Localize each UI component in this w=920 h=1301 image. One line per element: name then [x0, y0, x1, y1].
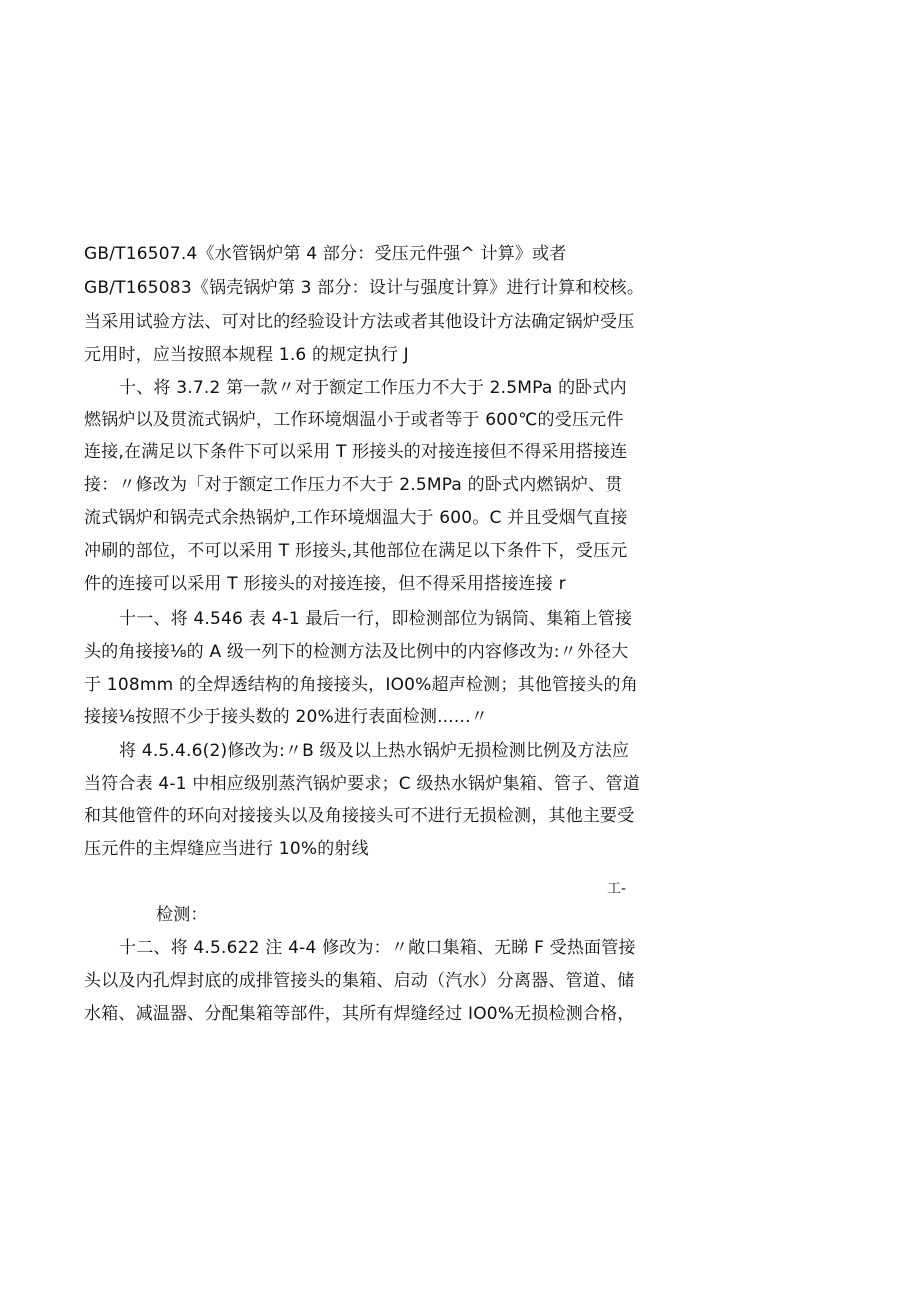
text-line: GB/T16507.4《水管锅炉第 4 部分：受压元件强^ 计算》或者 — [84, 244, 567, 264]
section-twelve-heading-line: 十二、将 4.5.622 注 4-4 修改为：〃敞口集箱、无睇 F 受热面管接 — [119, 938, 636, 958]
text-line: 冲刷的部位，不可以采用 T 形接头,其他部位在满足以下条件下，受压元 — [84, 541, 628, 561]
text-line: GB/T165083《锅壳锅炉第 3 部分：设计与强度计算》进行计算和校核。 — [84, 278, 645, 298]
paragraph-start-line: 将 4.5.4.6(2)修改为:〃B 级及以上热水锅炉无损检测比例及方法应 — [119, 741, 630, 761]
text-line: 件的连接可以采用 T 形接头的对接连接，但不得采用搭接连接 r — [84, 574, 566, 594]
text-line: 水箱、减温器、分配集箱等部件，其所有焊缝经过 IO0%无损检测合格， — [84, 1004, 635, 1024]
text-line: 接：〃修改为「对于额定工作压力不大于 2.5MPa 的卧式内燃锅炉、贯 — [84, 475, 623, 495]
text-line: 元用时，应当按照本规程 1.6 的规定执行 J — [84, 345, 409, 365]
text-line: 压元件的主焊缝应当进行 10%的射线 — [84, 839, 369, 859]
text-line: 头的角接接⅛的 A 级一列下的检测方法及比例中的内容修改为:〃外径大 — [84, 642, 629, 662]
text-line: 接接⅛按照不少于接头数的 20%进行表面检测......〃 — [84, 707, 488, 727]
text-line: 和其他管件的环向对接接头以及角接接头可不进行无损检测，其他主要受 — [84, 806, 635, 826]
section-ten-heading-line: 十、将 3.7.2 第一款〃对于额定工作压力不大于 2.5MPa 的卧式内 — [119, 378, 627, 398]
text-line: 流式锅炉和锅壳式余热锅炉,工作环境烟温大于 600。C 并且受烟气直接 — [84, 508, 628, 528]
text-line: 当采用试验方法、可对比的经验设计方法或者其他设计方法确定锅炉受压 — [84, 312, 635, 332]
text-line: 检测： — [156, 905, 208, 925]
text-line: 于 108mm 的全焊透结构的角接接头，IO0%超声检测；其他管接头的角 — [84, 675, 638, 695]
section-eleven-heading-line: 十一、将 4.546 表 4-1 最后一行，即检测部位为锅筒、集箱上管接 — [119, 609, 633, 629]
text-line: 连接,在满足以下条件下可以采用 T 形接头的对接连接但不得采用搭接连 — [84, 442, 628, 462]
text-line: 头以及内孔焊封底的成排管接头的集箱、启动（汽水）分离器、管道、储 — [84, 971, 635, 991]
margin-mark: 工- — [607, 881, 627, 897]
text-line: 当符合表 4-1 中相应级别蒸汽锅炉要求；C 级热水锅炉集箱、管子、管道 — [84, 774, 641, 794]
text-line: 燃锅炉以及贯流式锅炉，工作环境烟温小于或者等于 600℃的受压元件 — [84, 410, 624, 430]
